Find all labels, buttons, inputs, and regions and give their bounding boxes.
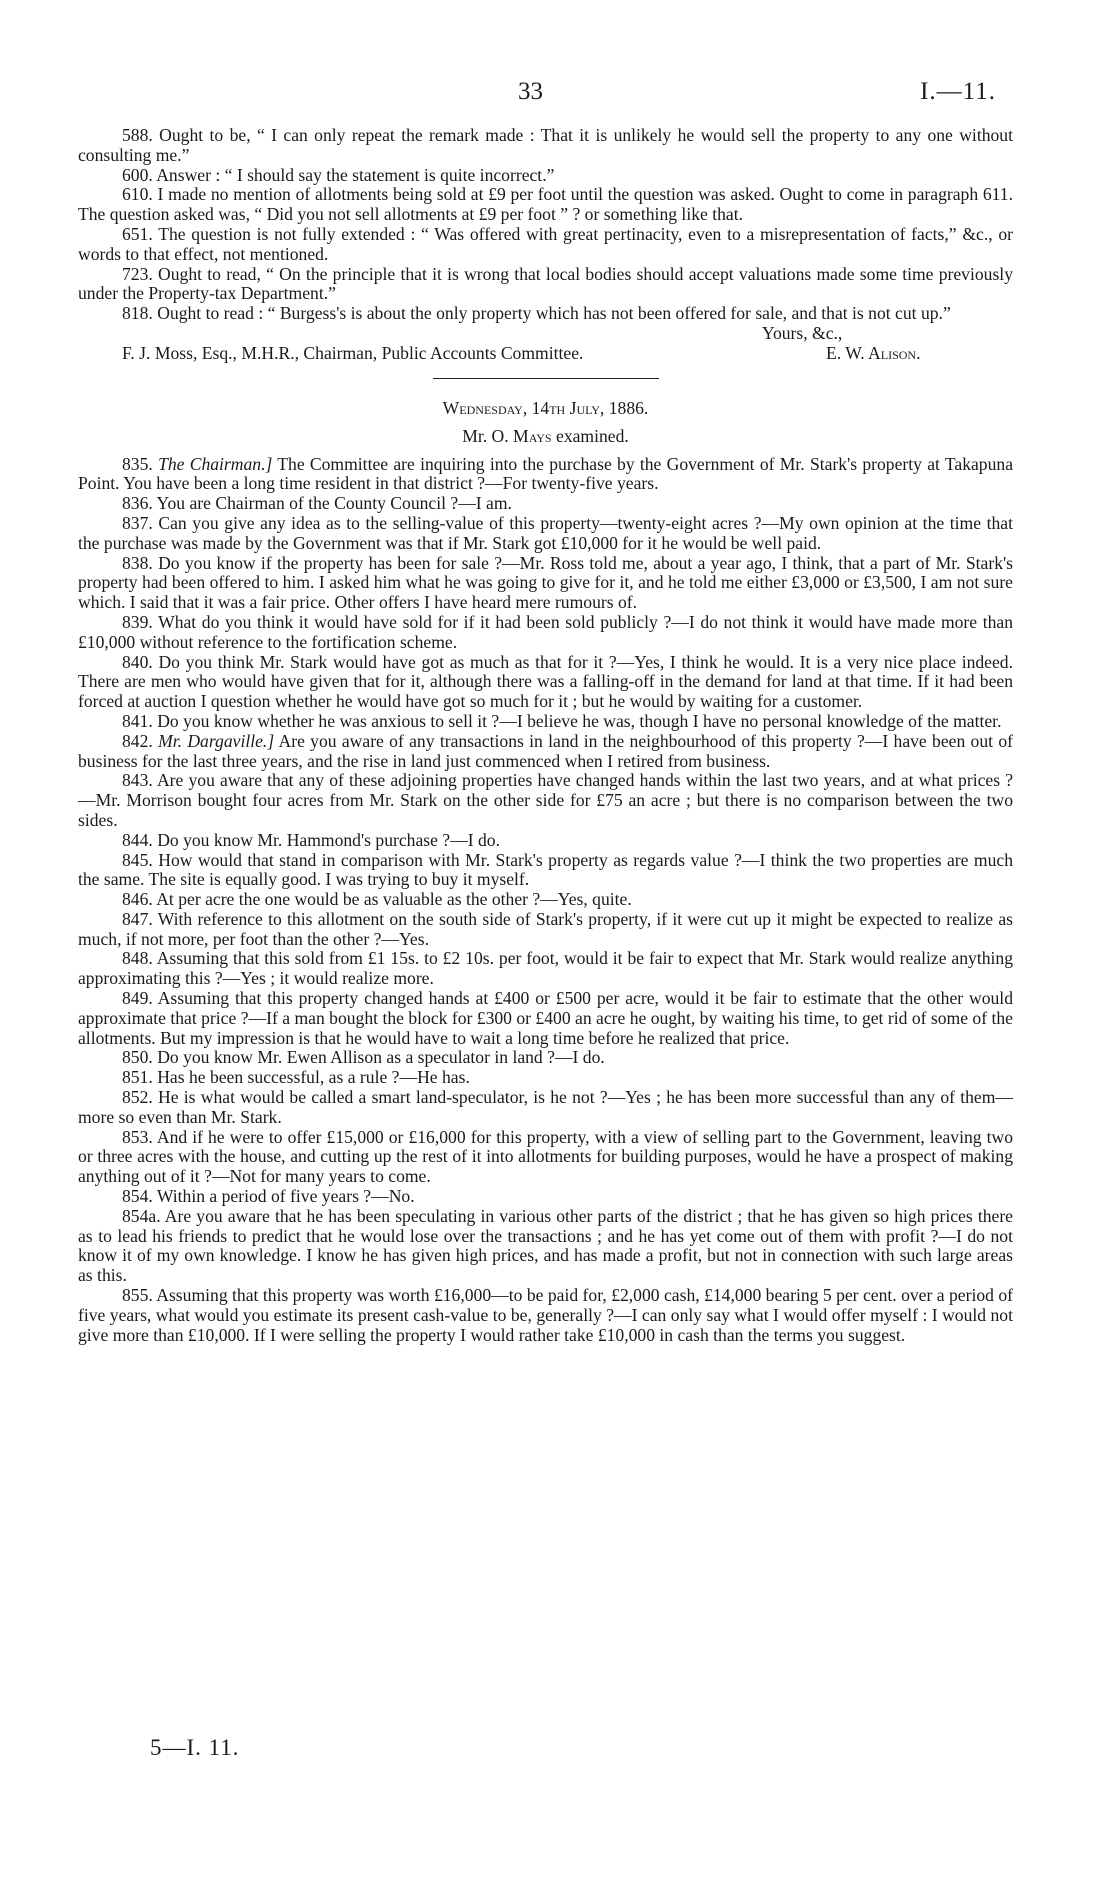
testimony-paragraph <box>78 712 1013 732</box>
witness-name: Mays <box>513 425 552 446</box>
question-number: 842. <box>122 730 159 751</box>
letter-paragraph: 723. Ought to read, “ On the principle that it is wrong that local bodies should accept valuations made some time previously under the Property-tax Department.” <box>78 263 1013 304</box>
question-number: 838. <box>122 552 159 573</box>
question-text: Do you know Mr. Ewen Allison as a speculator in land ?—I do. <box>157 1047 605 1068</box>
testimony-paragraph <box>78 613 1013 653</box>
letter-signature: E. W. Alison. <box>826 342 921 363</box>
testimony-paragraph <box>78 494 1013 514</box>
question-number: 844. <box>122 829 158 850</box>
letter-closing: Yours, &c., <box>762 322 843 343</box>
question-number: 836. <box>122 493 157 514</box>
letter-paragraph: 588. Ought to be, “ I can only repeat the remark made : That it is unlikely he would sell the property to any one without consulting me.” <box>78 125 1013 165</box>
testimony-paragraph <box>78 455 1013 495</box>
question-text: The Committee are inquiring into the purchase by the Government of Mr. Stark's property at Takapuna Point. You have been a long time resident in that district ?—For twenty-five years. <box>78 453 1013 494</box>
testimony-paragraph <box>78 514 1013 554</box>
testimony-paragraph <box>78 1048 1013 1068</box>
question-number: 850. <box>122 1047 158 1068</box>
body-text <box>78 126 1013 1345</box>
question-text: Within a period of five years ?—No. <box>156 1186 415 1207</box>
testimony-paragraph <box>78 1207 1013 1286</box>
testimony-paragraph <box>78 1068 1013 1088</box>
testimony-paragraph <box>78 831 1013 851</box>
printer-signature-mark: 5—I. 11. <box>150 1735 240 1760</box>
page-code: I.—11. <box>920 78 996 105</box>
question-text: At per acre the one would be as valuable as the other ?—Yes, quite. <box>156 889 632 910</box>
testimony-paragraph <box>78 1286 1013 1345</box>
question-number: 841. <box>122 710 158 731</box>
question-number: 854a. <box>122 1205 165 1226</box>
letter-paragraph: 651. The question is not fully extended : “ Was offered with great pertinacity, even to a misrepresentation of facts,” &c., or words to that effect, not mentioned. <box>78 223 1013 264</box>
testimony-paragraph <box>78 910 1013 950</box>
testimony-paragraph <box>78 890 1013 910</box>
testimony-paragraph <box>78 1128 1013 1187</box>
question-number: 848. <box>122 948 157 969</box>
question-number: 845. <box>122 849 159 870</box>
page-header <box>0 78 1114 112</box>
question-number: 843. <box>122 770 157 791</box>
testimony-paragraph <box>78 653 1013 712</box>
letter <box>78 126 1013 366</box>
testimony-paragraph <box>78 771 1013 830</box>
page-number: 33 <box>518 78 543 105</box>
letter-addressee: F. J. Moss, Esq., M.H.R., Chairman, Public Accounts Committee. <box>122 342 584 363</box>
question-number: 853. <box>122 1126 157 1147</box>
question-text: Assuming that this property changed hands at £400 or £500 per acre, would it be fair to estimate that the other would approximate that price ?—If a man bought the block for £300 or £400 an acre he ought, by waiting his time, to get rid of some of the allotments. But my impression is that he would have to wait a long time before he realized that price. <box>78 988 1013 1048</box>
testimony-paragraph <box>78 1088 1013 1128</box>
question-text: You are Chairman of the County Council ?—I am. <box>156 493 512 514</box>
question-number: 837. <box>122 512 159 533</box>
session-date: Wednesday, 14th July, 1886. <box>442 397 649 418</box>
witness-suffix: examined. <box>551 425 629 446</box>
question-text: Do you know if the property has been for sale ?—Mr. Ross told me, about a year ago, I think, that a part of Mr. Stark's property had been offered to him. I asked him what he was going to give for it, and he told me either £3,000 or £3,500, I am not sure which. I said that it was a fair price. Other offers I have heard mere rumours of. <box>78 552 1014 613</box>
question-text: Are you aware that any of these adjoining properties have changed hands within the last two years, and at what prices ?—Mr. Morrison bought four acres from Mr. Stark on the other side for £75 an acre ; but there is no comparison between the two sides. <box>78 770 1013 830</box>
question-text: Are you aware of any transactions in land in the neighbourhood of this property ?—I have been out of business for the last three years, and the rise in land just commenced when I retired from business. <box>78 730 1013 771</box>
question-number: 851. <box>122 1067 158 1088</box>
question-text: And if he were to offer £15,000 or £16,000 for this property, with a view of selling part to the Government, leaving two or three acres with the house, and cutting up the rest of it into allotments for building purposes, would he have a prospect of making anything out of it ?—Not for many years to come. <box>78 1126 1013 1187</box>
testimony-paragraph <box>78 851 1013 891</box>
question-number: 849. <box>122 988 158 1009</box>
question-text: Do you know Mr. Hammond's purchase ?—I do. <box>157 829 500 850</box>
question-number: 840. <box>122 651 159 672</box>
question-text: Do you think Mr. Stark would have got as much as that for it ?—Yes, I think he would. It is a very nice place indeed. There are men who would have given that for it, although there was a falling-off in the demand for land at that time. If it had been forced at auction I question whether he would have got so much for it ; but he would by waiting for a customer. <box>78 651 1014 712</box>
testimony-paragraph <box>78 554 1013 613</box>
question-number: 852. <box>122 1087 159 1108</box>
witness-heading <box>78 427 1013 447</box>
testimony-paragraph <box>78 949 1013 989</box>
question-text: How would that stand in comparison with Mr. Stark's property as regards value ?—I think the two properties are much the same. The site is equally good. I was trying to buy it myself. <box>78 849 1014 890</box>
question-number: 835. <box>122 453 159 474</box>
testimony-paragraph <box>78 989 1013 1048</box>
question-text: Has he been successful, as a rule ?—He has. <box>157 1067 470 1088</box>
question-number: 854. <box>122 1186 157 1207</box>
question-text: What do you think it would have sold for if it had been sold publicly ?—I do not think it would have made more than £10,000 without reference to the fortification scheme. <box>78 611 1013 652</box>
speaker: The Chairman.] <box>158 453 273 474</box>
testimony-paragraph <box>78 1187 1013 1207</box>
question-text: Assuming that this sold from £1 15s. to £2 10s. per foot, would it be fair to expect that Mr. Stark would realize anything approximating this ?—Yes ; it would realize more. <box>78 948 1013 989</box>
testimony-paragraph <box>78 732 1013 772</box>
letter-paragraph: 818. Ought to read : “ Burgess's is about the only property which has not been offered for sale, and that is not cut up.” <box>122 303 951 324</box>
question-number: 839. <box>122 611 159 632</box>
question-number: 846. <box>122 889 157 910</box>
question-number: 855. <box>122 1285 157 1306</box>
question-text: With reference to this allotment on the south side of Stark's property, if it were cut up it might be expected to realize as much, if not more, per foot than the other ?—Yes. <box>78 908 1013 949</box>
section-divider <box>433 378 659 379</box>
letter-signature-line <box>78 344 1013 366</box>
question-text: He is what would be called a smart land-speculator, is he not ?—Yes ; he has been more successful than any of them—more so even than Mr. Stark. <box>78 1087 1013 1127</box>
question-text: Do you know whether he was anxious to sell it ?—I believe he was, though I have no personal knowledge of the matter. <box>157 710 1002 731</box>
letter-closing-line <box>78 324 1013 344</box>
question-text: Can you give any idea as to the selling-value of this property—twenty-eight acres ?—My own opinion at the time that the purchase was made by the Government was that if Mr. Stark got £10,000 for it he would be well paid. <box>78 512 1014 553</box>
question-text: Are you aware that he has been speculating in various other parts of the district ; that he has given so high prices there as to lead his friends to predict that he would lose over the transactions ; and he has yet come out of them with profit ?—I do not know it of my own knowledge. I know he has given high prices, and has made a profit, but not in connection with such large areas as this. <box>78 1205 1013 1286</box>
question-text: Assuming that this property was worth £16,000—to be paid for, £2,000 cash, £14,000 bearing 5 per cent. over a period of five years, what would you estimate its present cash-value to be, generally ?—I can only say what I would offer myself : I would not give more than £10,000. If I were selling the property I would rather take £10,000 in cash than the terms you suggest. <box>78 1285 1014 1345</box>
question-number: 847. <box>122 908 158 929</box>
letter-paragraph: 610. I made no mention of allotments being sold at £9 per foot until the question was asked. Ought to come in paragraph 611. The question asked was, “ Did you not sell allotments at £9 per foot ” ? or something like that. <box>78 184 1013 225</box>
witness-prefix: Mr. O. <box>462 425 514 446</box>
letter-paragraph: 600. Answer : “ I should say the statement is quite incorrect.” <box>122 164 555 185</box>
testimony <box>78 455 1013 1346</box>
speaker: Mr. Dargaville.] <box>158 730 275 751</box>
